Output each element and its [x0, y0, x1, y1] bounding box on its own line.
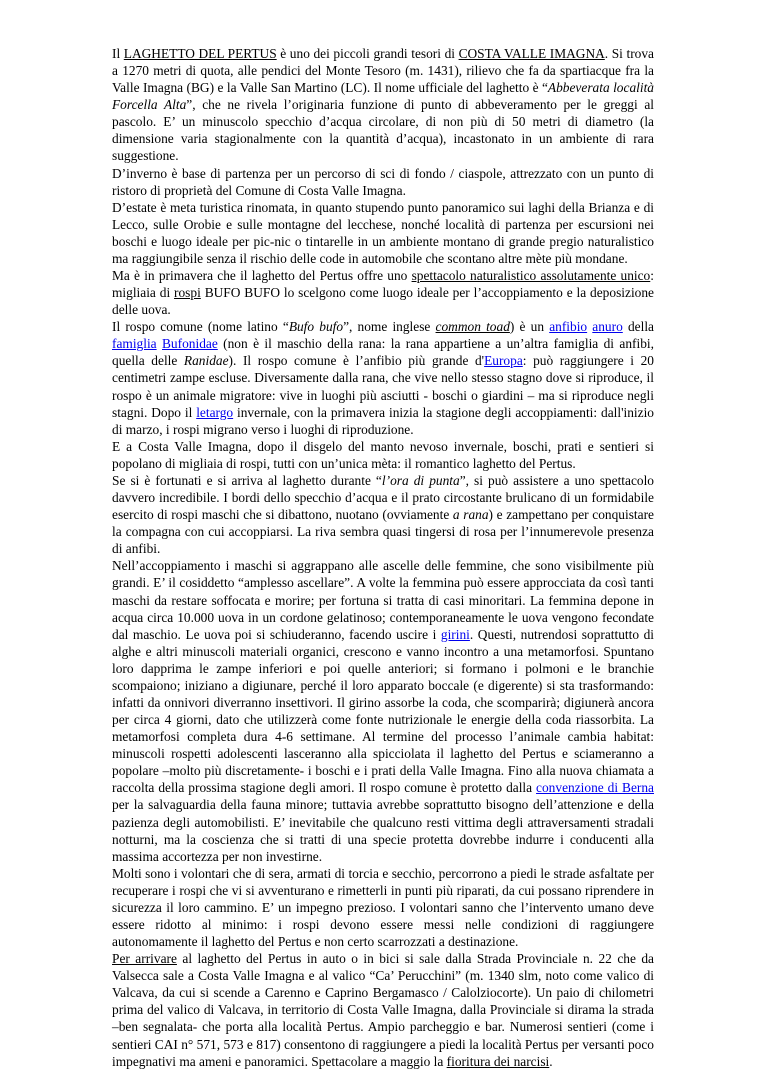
text-run: ). Il rospo comune è l’anfibio più grande d' — [228, 353, 485, 369]
text-run: common toad — [435, 319, 510, 335]
inline-link[interactable]: girini — [440, 626, 470, 642]
text-run: fioritura dei narcisi — [446, 1053, 550, 1069]
text-run: Bufo bufo — [288, 319, 344, 335]
text-run: Se si è fortunati e si arriva al laghetto durante “ — [112, 472, 382, 488]
text-run: per la salvaguardia della fauna minore; tuttavia avrebbe soprattutto bisogno dell’attenzione e della pazienza degli automobilisti. E’ inevitabile che qualcuno resti vittima degli attraversamenti stradali notturni, ma la coscienza che si tratti di una specie protetta dovrebbe indurre i conducenti alla massima accortezza per non investirne. — [112, 797, 654, 864]
paragraph — [112, 45, 654, 165]
inline-link[interactable]: convenzione di Berna — [536, 780, 654, 796]
inline-link[interactable]: Europa — [484, 353, 523, 369]
text-run: Molti sono i volontari che di sera, armati di torcia e secchio, percorrono a piedi le strade asfaltate per recuperare i rospi che vi si avventurano e rimetterli in punti più riparati, da cui possano riprendere in sicurezza il loro cammino. E’ un impegno prezioso. I volontari sanno che l’intervento umano deve essere ridotto al minimo: i rospi devono essere messi nelle condizioni di raggiungere autonomamente il laghetto del Pertus e non certo scarrozzati a destinazione. — [112, 865, 654, 950]
inline-link[interactable]: letargo — [196, 404, 234, 420]
text-run: Il rospo comune (nome latino “ — [112, 319, 289, 335]
inline-link[interactable]: Bufonidae — [162, 336, 218, 352]
text-run: è uno dei piccoli grandi tesori di — [276, 46, 459, 61]
text-run: . Si trova a 1270 metri di quota, alle pendici del Monte Tesoro (m. 1431), rilievo che fa da spartiacque fra la Valle Imagna (BG) e la Valle San Martino (LC). Il nome ufficiale del laghetto è “ — [112, 46, 654, 96]
paragraph — [112, 438, 654, 472]
text-run: D’estate è meta turistica rinomata, in quanto stupendo punto panoramico sui laghi della Brianza e di Lecco, sulle Orobie e sulle montagne del lecchese, nonché località di partenza per escursioni nei boschi e luogo ideale per pic-nic o tintarelle in un ambiente montano di grande pregio naturalistico ma raggiungibile senza il rischio delle code in automobile che scontano altre mète più mondane. — [112, 199, 654, 266]
text-run: spettacolo naturalistico assolutamente unico — [411, 268, 651, 284]
inline-link[interactable]: famiglia — [112, 336, 157, 352]
text-run: Il — [112, 46, 124, 61]
inline-link[interactable]: anfibio — [549, 319, 588, 335]
text-run: Ranidae — [183, 353, 229, 369]
text-run: (non è il maschio della rana: la rana appartiene a un’altra famiglia di anfibi, quella delle — [112, 336, 654, 369]
text-run: ”, che ne rivela l’originaria funzione di punto di abbeveramento per le greggi al pascolo. E’ un minuscolo specchio d’acqua circolare, di non più di 50 metri di diametro (la dimensione varia stagionalmente con la quantità d’acqua), incastonato in un ambiente di rara suggestione. — [112, 97, 654, 164]
paragraph — [112, 267, 654, 318]
text-run: ) è un — [509, 319, 550, 335]
text-run: LAGHETTO DEL PERTUS — [123, 46, 277, 61]
text-run: Nell’accoppiamento i maschi si aggrappano alle ascelle delle femmine, che sono visibilmente più grandi. E’ il cosiddetto “amplesso ascellare”. A volte la femmina può essere approcciata da così tanti maschi da restare soffocata e morire; per fortuna si tratta di casi minoritari. La femmina depone in acqua circa 10.000 uova in un cordone gelatinoso; contemporaneamente le uova vengono fecondate dal maschio. Le uova poi si schiuderanno, facendo uscire i — [112, 558, 654, 642]
text-run: D’inverno è base di partenza per un percorso di sci di fondo / ciaspole, attrezzato con un punto di ristoro di proprietà del Comune di Costa Valle Imagna. — [112, 165, 654, 198]
text-run: ”, nome inglese — [343, 319, 436, 335]
text-run: Ma è in primavera che il laghetto del Pertus offre uno — [112, 268, 412, 284]
paragraph — [112, 199, 654, 267]
text-run: a rana — [452, 507, 489, 523]
text-run: COSTA VALLE IMAGNA — [458, 46, 605, 61]
paragraph — [112, 557, 654, 864]
inline-link[interactable]: anuro — [592, 319, 623, 335]
text-run: l’ora di punta — [381, 472, 460, 488]
text-run: Abbeverata località Forcella Alta — [112, 80, 654, 113]
text-run: ) e zampettano per conquistare la compagna con cui accoppiarsi. La riva sembra quasi tingersi di rosa per l’innumerevole presenza di anfibi. — [112, 507, 654, 557]
text-run: : può raggiungere i 20 centimetri zampe escluse. Diversamente dalla rana, che vive nello stesso stagno dove si riproduce, il rospo è un animale migratore: vive in luoghi più asciutti - boschi o giardini – ma si riproduce negli stagni. Dopo il — [112, 353, 654, 420]
paragraph — [112, 865, 654, 950]
text-run: rospi — [174, 285, 201, 301]
paragraph — [112, 318, 654, 438]
paragraph — [112, 950, 654, 1070]
text-run: BUFO BUFO lo scelgono come luogo ideale per l’accoppiamento e la deposizione delle uova. — [112, 285, 654, 318]
text-run: invernale, con la primavera inizia la stagione degli accoppiamenti: dall'inizio di marzo, i rospi migrano verso i luoghi di riproduzione. — [112, 404, 654, 437]
text-run: E a Costa Valle Imagna, dopo il disgelo del manto nevoso invernale, boschi, prati e sentieri si popolano di migliaia di rospi, tutti con un’unica mèta: il romantico laghetto del Pertus. — [112, 438, 654, 471]
text-run: ”, si può assistere a uno spettacolo davvero incredibile. I bordi dello specchio d’acqua e il prato circostante brulicano di un formidabile esercito di rospi maschi che si dibattono, nuotano (ovviamente — [112, 472, 655, 523]
text-run: della — [622, 319, 654, 335]
text-run: . Questi, nutrendosi soprattutto di alghe e altri minuscoli materiali organici, crescono e vanno incontro a una metamorfosi. Spuntano loro dapprima le zampe inferiori e poi quelle anteriori; si formano i polmoni e le branchie scompaiono; iniziano a digiunare, perché il loro apparato boccale (e digerente) si sta trasformando: infatti da onnivori diverranno insettivori. Il girino assorbe la coda, che scomparirà; digiunerà ancora per circa 4 giorni, dato che utilizzerà come fonte nutrizionale le energie della coda riassorbita. La metamorfosi completa dura 4-6 settimane. Al termine del processo l’animale cambia habitat: minuscoli rospetti adolescenti lasceranno alla spicciolata il laghetto del Pertus e sciameranno a popolare –molto più discretamente- i boschi e i prati della Valle Imagna. Fino alla nuova chiamata a raccolta della prossima stagione degli amori. Il rospo comune è protetto dalla — [112, 626, 655, 796]
paragraph — [112, 165, 654, 199]
text-run: Per arrivare — [112, 951, 177, 967]
text-run: al laghetto del Pertus in auto o in bici si sale dalla Strada Provinciale n. 22 che da Valsecca sale a Costa Valle Imagna e al valico “Ca’ Perucchini” (m. 1340 slm, noto come valico di Valcava, da cui si scende a Carenno e Caprino Bergamasco / Calolziocorte). Un paio di chilometri prima del valico di Valcava, in territorio di Costa Valle Imagna, dalla Provinciale si dirama la strada –ben segnalata- che porta alla località Pertus. Ampio parcheggio e bar. Numerosi sentieri (come i sentieri CAI n° 571, 573 e 817) consentono di raggiungere a piedi la località Pertus per versanti poco impegnativi ma ameni e panoramici. Spettacolare a maggio la — [112, 951, 655, 1069]
text-run: : migliaia di — [112, 268, 654, 301]
text-run: . — [549, 1053, 553, 1069]
document-body — [112, 45, 654, 1070]
paragraph — [112, 472, 654, 557]
